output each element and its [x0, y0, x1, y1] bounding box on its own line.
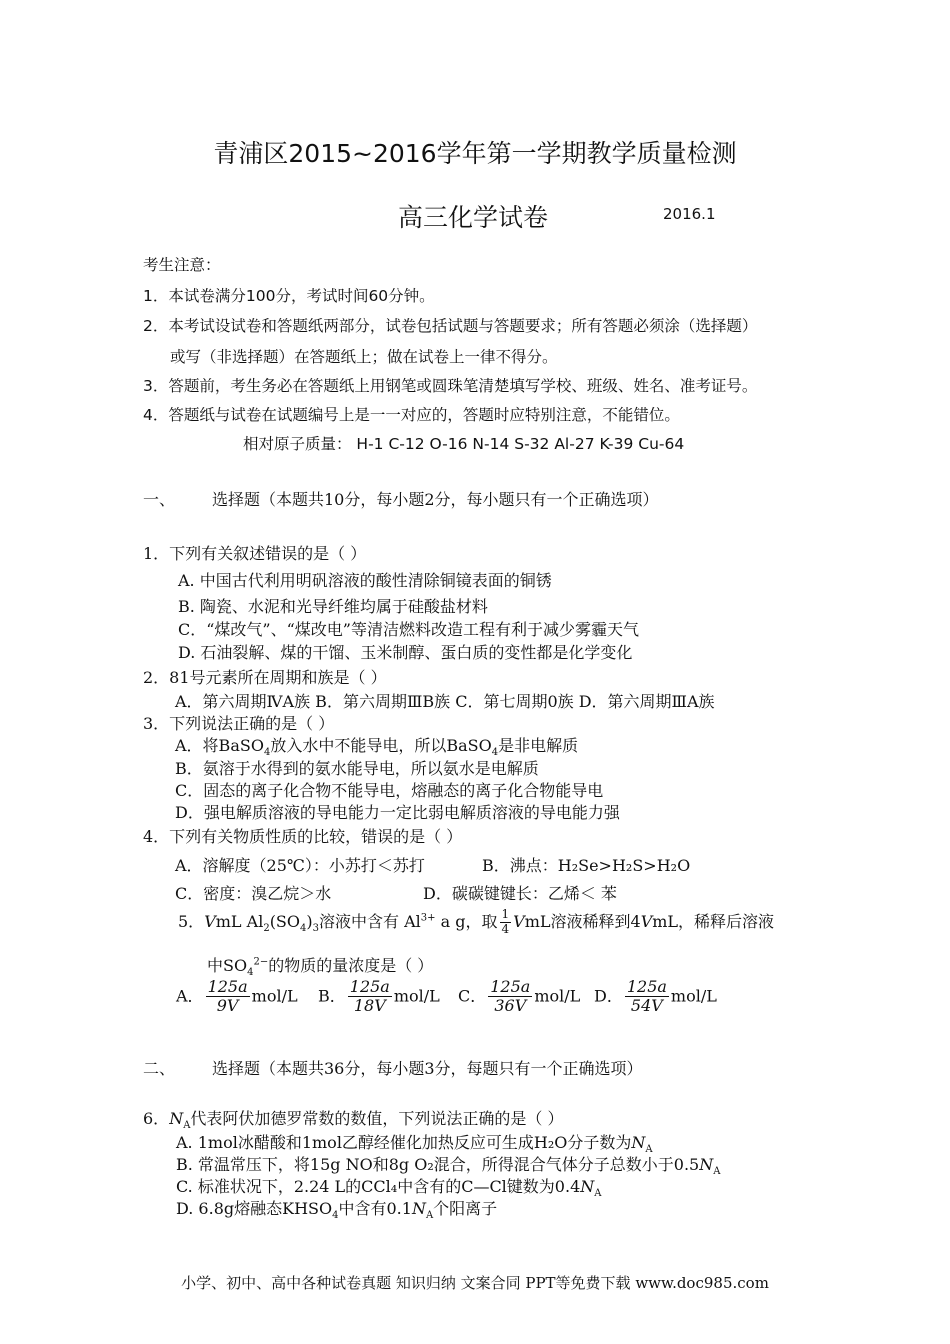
option-a: A．将BaSO$_4$放入水中不能导电，所以BaSO$_4$是非电解质 — [175, 736, 579, 759]
option-d: D. 石油裂解、煤的干馏、玉米制醇、蛋白质的变性都是化学变化 — [178, 643, 633, 662]
section-title: 选择题（本题共10分，每小题2分，每小题只有一个正确选项） — [212, 490, 659, 509]
option-c: C．“煤改气”、“煤改电”等清洁燃料改造工程有利于减少雾霾天气 — [178, 620, 639, 639]
notice-item: 2．本考试设试卷和答题纸两部分，试卷包括试题与答题要求；所有答题必须涂（选择题） — [143, 317, 758, 335]
fraction: $\frac{125a}{54V}$ — [626, 977, 667, 1016]
option-c: C．密度：溴乙烷＞水 — [175, 884, 332, 903]
option-d: D. 6.8g熔融态$KHSO_4$中含有$0.1N_A$个阳离子 — [176, 1199, 498, 1222]
fraction: $\frac{125a}{9V}$ — [207, 977, 248, 1016]
option-c: C． $\frac{125a}{36V}$ mol/L — [458, 977, 581, 1016]
option-c: C．固态的离子化合物不能导电，熔融态的离子化合物能导电 — [175, 781, 604, 800]
notice-item: 1．本试卷满分100分，考试时间60分钟。 — [143, 287, 435, 305]
notice-item: 3．答题前，考生务必在答题纸上用钢笔或圆珠笔清楚填写学校、班级、姓名、准考证号。 — [143, 377, 758, 395]
option-a: A. 1mol冰醋酸和1mol乙醇经催化加热反应可生成H₂O分子数为$N_A$ — [176, 1133, 653, 1156]
question-stem: 6．$N_A$代表阿伏加德罗常数的数值，下列说法正确的是（ ） — [143, 1109, 564, 1132]
question-options: A．第六周期ⅣA族 B．第六周期ⅢB族 C．第七周期0族 D．第六周期ⅢA族 — [175, 692, 715, 711]
option-a: A. 中国古代利用明矾溶液的酸性清除铜镜表面的铜锈 — [178, 571, 552, 590]
question-stem: 4．下列有关物质性质的比较，错误的是（ ） — [143, 827, 463, 846]
option-d: D．碳碳键键长：乙烯＜ 苯 — [423, 884, 617, 903]
section-number: 一、 — [143, 490, 176, 509]
exam-subtitle: 高三化学试卷 — [398, 203, 549, 232]
footer-text: 小学、初中、高中各种试卷真题 知识归纳 文案合同 PPT等免费下载 www.doc985.com — [181, 1274, 769, 1292]
exam-date: 2016.1 — [663, 205, 716, 223]
option-d: D． $\frac{125a}{54V}$ mol/L — [594, 977, 717, 1016]
option-b: B．沸点：H₂Se>H₂S>H₂O — [482, 856, 691, 875]
notice-label: 考生注意： — [143, 256, 221, 274]
option-b: B． $\frac{125a}{18V}$ mol/L — [318, 977, 440, 1016]
question-stem: 5．VmL $Al_2(SO_4)_3$溶液中含有 $Al^{3+}$ a g，取 $\frac{1}{4}$ VmL溶液稀释到4VmL，稀释后溶液 — [178, 907, 775, 936]
option-c: C. 标准状况下，2.24 L的CCl₄中含有的C—Cl键数为$0.4N_A$ — [176, 1177, 602, 1200]
option-a: A．溶解度（25℃）：小苏打＜苏打 — [175, 856, 425, 875]
option-a: A． $\frac{125a}{9V}$ mol/L — [176, 977, 298, 1016]
question-stem: 3．下列说法正确的是（ ） — [143, 714, 335, 733]
atomic-mass-table: 相对原子质量： H-1 C-12 O-16 N-14 S-32 Al-27 K-39 Cu-64 — [243, 435, 685, 453]
option-b: B. 陶瓷、水泥和光导纤维均属于硅酸盐材料 — [178, 597, 488, 616]
fraction: $\frac{125a}{18V}$ — [349, 977, 390, 1016]
section-title: 选择题（本题共36分，每小题3分，每题只有一个正确选项） — [212, 1059, 643, 1078]
section-number: 二、 — [143, 1059, 176, 1078]
option-d: D．强电解质溶液的导电能力一定比弱电解质溶液的导电能力强 — [175, 803, 620, 822]
question-stem: 2．81号元素所在周期和族是（ ） — [143, 668, 387, 687]
option-b: B. 常温常压下，将15g NO和8g O₂混合，所得混合气体分子总数小于$0.5N_A$ — [176, 1155, 721, 1178]
fraction: $\frac{1}{4}$ — [501, 907, 510, 936]
notice-item: 或写（非选择题）在答题纸上；做在试卷上一律不得分。 — [170, 348, 558, 366]
fraction: $\frac{125a}{36V}$ — [490, 977, 531, 1016]
exam-title: 青浦区2015~2016学年第一学期教学质量检测 — [213, 139, 737, 168]
question-stem-line2: 中$SO_4^{2-}$的物质的量浓度是（ ） — [207, 956, 434, 979]
notice-item: 4．答题纸与试卷在试题编号上是一一对应的，答题时应特别注意，不能错位。 — [143, 406, 680, 424]
question-stem: 1．下列有关叙述错误的是（ ） — [143, 544, 367, 563]
option-b: B．氨溶于水得到的氨水能导电，所以氨水是电解质 — [175, 759, 539, 778]
